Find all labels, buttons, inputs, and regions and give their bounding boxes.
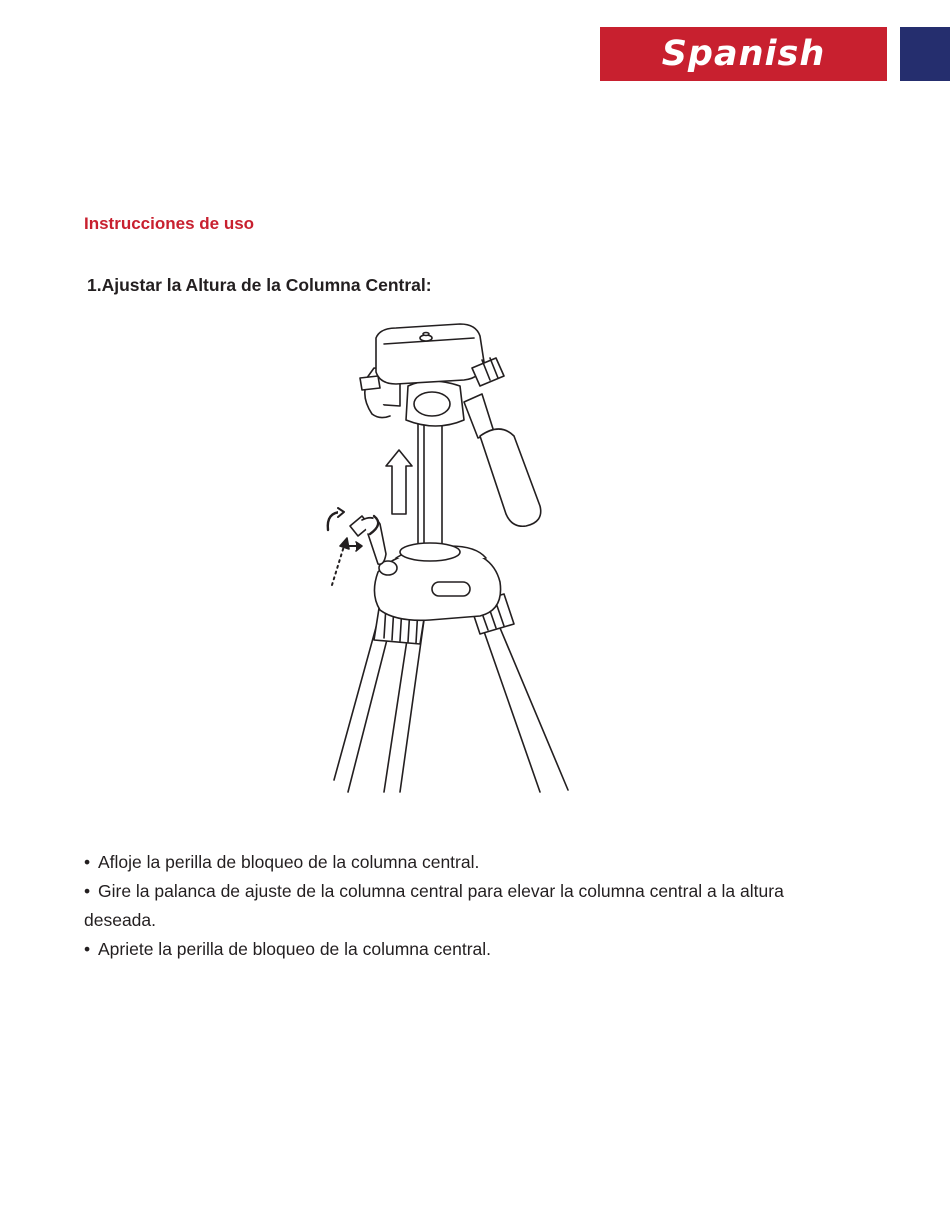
edge-tab [900,27,950,81]
lock-knob [328,508,386,564]
up-arrow-icon [386,450,412,514]
bullet-text: Afloje la perilla de bloqueo de la columna central. [98,852,480,872]
bullet-text: Apriete la perilla de bloqueo de la columna central. [98,939,492,959]
pan-handle [464,358,541,526]
bullet-mark: • [84,939,91,959]
center-column [400,420,460,561]
list-item [84,935,854,964]
quick-release-plate [376,324,484,384]
step-title: 1.Ajustar la Altura de la Columna Central: [87,275,432,295]
bullet-mark: • [84,881,91,901]
list-item [84,877,854,935]
instruction-list [84,848,854,964]
bullet-text: Gire la palanca de ajuste de la columna central para elevar la columna central a la altura deseada. [84,881,784,930]
section-title: Instrucciones de uso [84,214,255,233]
list-item [84,848,854,877]
language-badge: Spanish [600,27,887,81]
tripod-illustration [300,320,600,800]
pointer-arrow [332,538,349,585]
tripod-legs [334,616,568,792]
bullet-mark: • [84,852,91,872]
